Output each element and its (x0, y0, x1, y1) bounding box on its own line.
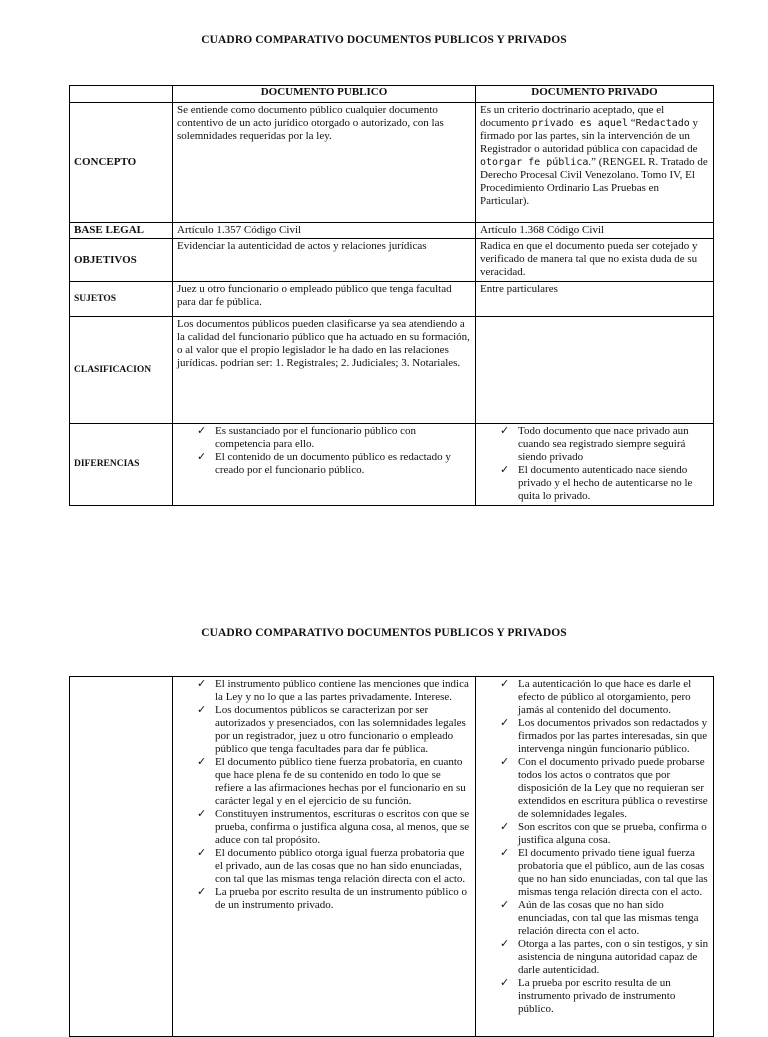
checkmark-icon: ✓ (500, 678, 510, 690)
objetivos-privado: Radica en que el documento pueda ser cotejado y verificado de manera tal que no exista duda de su veracidad. (476, 239, 714, 282)
row-objetivos (70, 239, 714, 282)
list-item-text: Son escritos con que se prueba, confirma o justifica alguna cosa. (518, 821, 707, 846)
table-header-row (70, 86, 714, 103)
row-sujetos (70, 282, 714, 317)
checkmark-icon: ✓ (500, 464, 510, 476)
concepto-publico: Se entiende como documento público cualquier documento contentivo de un acto jurídico otorgado o autorizado, con las solemnidades requeridas por la ley. (173, 103, 476, 223)
checkmark-icon: ✓ (197, 847, 207, 859)
list-item-text: Los documentos privados son redactados y firmados por las partes interesadas, sin que intervenga ningún funcionario público. (518, 717, 708, 755)
header-documento-publico: DOCUMENTO PUBLICO (173, 86, 476, 103)
checkmark-icon: ✓ (197, 425, 207, 437)
list-item-text: Todo documento que nace privado aun cuando sea registrado siempre seguirá siendo privado (518, 425, 689, 463)
list-item (500, 717, 709, 756)
base-legal-publico: Artículo 1.357 Código Civil (173, 223, 476, 239)
continued-privado-list (480, 678, 709, 1016)
checkmark-icon: ✓ (500, 756, 510, 768)
checkmark-icon: ✓ (500, 938, 510, 950)
list-item-text: Con el documento privado puede probarse todos los actos o contratos que por disposición de la Ley que no requieran ser extendidos en escritura pública o revestirse de solemnidades legales. (518, 756, 708, 820)
list-item (197, 886, 471, 912)
checkmark-icon: ✓ (197, 678, 207, 690)
list-item-text: La autenticación lo que hace es darle el efecto de público al otorgamiento, pero jamás al contenido del documento. (518, 678, 692, 716)
diferencias-publico (173, 424, 476, 506)
list-item-text: Los documentos públicos se caracterizan por ser autorizados y presenciados, con las solemnidades legales por un registrador, juez u otro funcionario o empleado público que tenga facultades para dar fe pública. (215, 704, 466, 755)
checkmark-icon: ✓ (197, 808, 207, 820)
list-item-text: El instrumento público contiene las menciones que indica la Ley y no lo que a las partes privadamente. Interese. (215, 678, 469, 703)
list-item-text: El documento autenticado nace siendo privado y el hecho de autenticarse no le quita lo privado. (518, 464, 693, 502)
checkmark-icon: ✓ (197, 886, 207, 898)
list-item (197, 451, 471, 477)
row-diferencias (70, 424, 714, 506)
page-title: CUADRO COMPARATIVO DOCUMENTOS PUBLICOS Y PRIVADOS (201, 34, 567, 46)
list-item (500, 977, 709, 1016)
checkmark-icon: ✓ (500, 899, 510, 911)
diferencias-privado-list (480, 425, 709, 503)
list-item (500, 821, 709, 847)
list-item (500, 678, 709, 717)
checkmark-icon: ✓ (197, 451, 207, 463)
checkmark-icon: ✓ (197, 756, 207, 768)
row-base-legal (70, 223, 714, 239)
list-item (500, 756, 709, 821)
row-label-base-legal: BASE LEGAL (70, 223, 173, 239)
list-item (197, 756, 471, 808)
comparison-table-continued (69, 676, 714, 1037)
row-continued (70, 677, 714, 1037)
list-item (500, 938, 709, 977)
sujetos-publico: Juez u otro funcionario o empleado público que tenga facultad para dar fe pública. (173, 282, 476, 317)
list-item-text: El documento privado tiene igual fuerza probatoria que el público, aun de las cosas que no han sido enunciadas, con tal que las mismas tenga relación directa con el acto. (518, 847, 708, 898)
sujetos-privado: Entre particulares (476, 282, 714, 317)
row-label-clasificacion: CLASIFICACION (70, 317, 173, 424)
list-item-text: El contenido de un documento público es redactado y creado por el funcionario público. (215, 451, 451, 476)
objetivos-publico: Evidenciar la autenticidad de actos y relaciones jurídicas (173, 239, 476, 282)
row-label-diferencias: DIFERENCIAS (70, 424, 173, 506)
list-item-text: El documento público otorga igual fuerza probatoria que el privado, aun de las cosas que no han sido enunciadas, con tal que las mismas tenga relación directa con el acto. (215, 847, 466, 885)
checkmark-icon: ✓ (500, 821, 510, 833)
header-empty (70, 86, 173, 103)
comparison-table (69, 85, 714, 506)
checkmark-icon: ✓ (500, 977, 510, 989)
list-item (197, 704, 471, 756)
list-item-text: Otorga a las partes, con o sin testigos, y sin asistencia de ninguna autoridad capaz de darle autenticidad. (518, 938, 709, 976)
list-item-text: La prueba por escrito resulta de un instrumento público o de un instrumento privado. (215, 886, 468, 911)
list-item-text: El documento público tiene fuerza probatoria, en cuanto que hace plena fe de su contenido en todo lo que se refiere a las afirmaciones hechas por el funcionario en su carácter legal y en el ejercicio de su función. (215, 756, 466, 807)
row-clasificacion (70, 317, 714, 424)
clasificacion-privado (476, 317, 714, 424)
continued-privado (476, 677, 714, 1037)
checkmark-icon: ✓ (197, 704, 207, 716)
list-item (500, 425, 709, 464)
diferencias-publico-list (177, 425, 471, 477)
list-item (500, 847, 709, 899)
continued-publico-list (177, 678, 471, 912)
list-item (197, 808, 471, 847)
list-item (500, 899, 709, 938)
list-item-text: Constituyen instrumentos, escrituras o escritos con que se prueba, confirma o justifica alguna cosa, al menos, que se aduce con tal propósito. (215, 808, 470, 846)
row-label-sujetos: SUJETOS (70, 282, 173, 317)
row-concepto (70, 103, 714, 223)
checkmark-icon: ✓ (500, 425, 510, 437)
continued-publico (173, 677, 476, 1037)
list-item (197, 678, 471, 704)
list-item-text: Es sustanciado por el funcionario público con competencia para ello. (215, 425, 417, 450)
checkmark-icon: ✓ (500, 847, 510, 859)
row-label-objetivos: OBJETIVOS (70, 239, 173, 282)
base-legal-privado: Artículo 1.368 Código Civil (476, 223, 714, 239)
row-label-concepto: CONCEPTO (70, 103, 173, 223)
concepto-privado: Es un criterio doctrinario aceptado, que el documento privado es aquel “Redactado y firmado por las partes, sin la intervención de un Registrador o autoridad pública con capacidad de otorgar fe pública.” (RENGEL R. Tratado de Derecho Procesal Civil Venezolano. Tomo IV, El Procedimiento Ordinario Las Pruebas en Particular). (476, 103, 714, 223)
header-documento-privado: DOCUMENTO PRIVADO (476, 86, 714, 103)
checkmark-icon: ✓ (500, 717, 510, 729)
row-label-empty (70, 677, 173, 1037)
list-item-text: La prueba por escrito resulta de un instrumento privado de instrumento público. (518, 977, 676, 1015)
list-item (197, 847, 471, 886)
page-title-2: CUADRO COMPARATIVO DOCUMENTOS PUBLICOS Y PRIVADOS (201, 627, 567, 639)
clasificacion-publico: Los documentos públicos pueden clasificarse ya sea atendiendo a la calidad del funcionario público que ha actuado en su formación, o al valor que el propio legislador le ha dado en las relaciones jurídicas. podrían ser: 1. Registrales; 2. Judiciales; 3. Notariales. (173, 317, 476, 424)
list-item (197, 425, 471, 451)
list-item-text: Aún de las cosas que no han sido enunciadas, con tal que las mismas tenga relación directa con el acto. (518, 899, 699, 937)
diferencias-privado (476, 424, 714, 506)
list-item (500, 464, 709, 503)
